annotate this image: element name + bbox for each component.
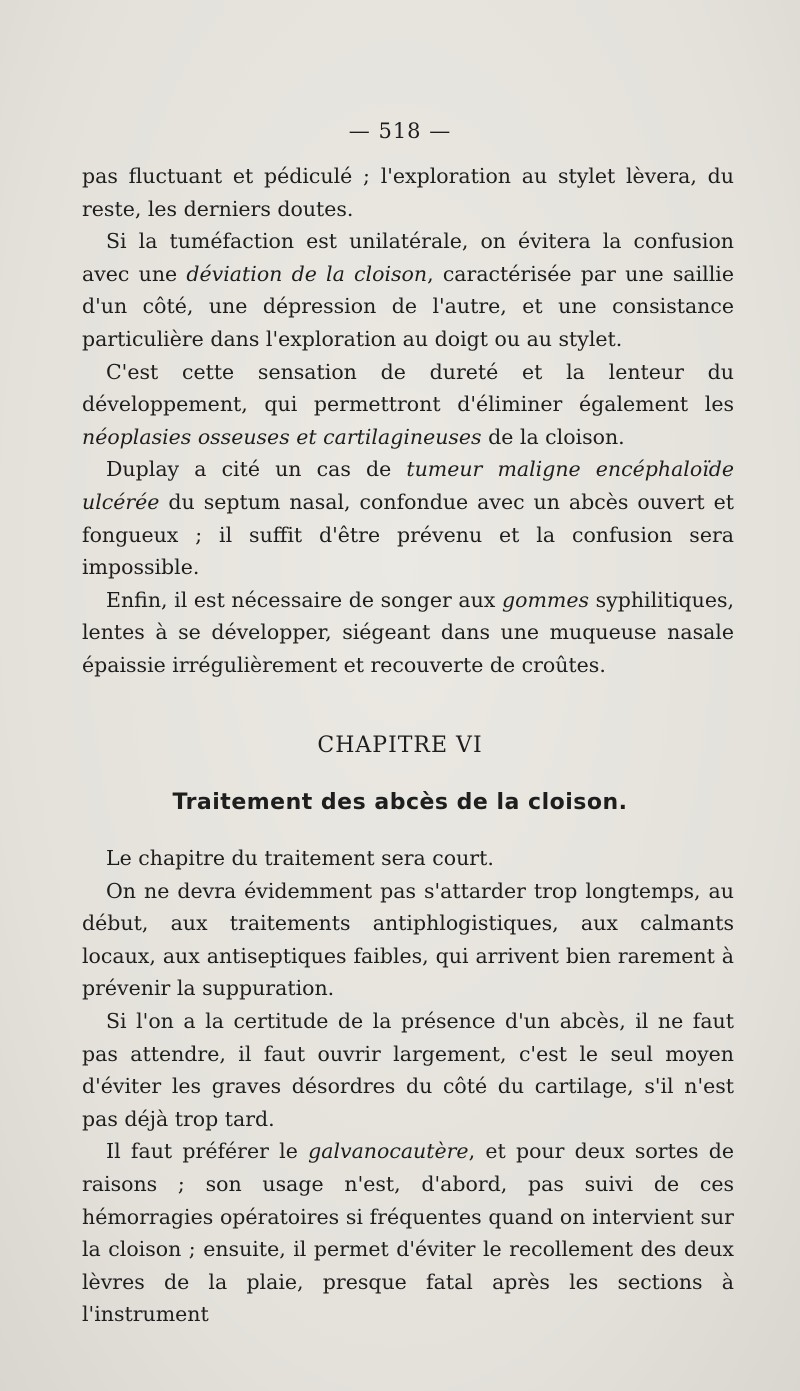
paragraph-text: Il faut préférer le <box>106 1139 309 1164</box>
body-text-block <box>82 842 734 1331</box>
paragraph-text: Enfin, il est nécessaire de songer aux <box>106 587 502 612</box>
paragraph-text: C'est cette sensation de dureté et la lenteur du développement, qui permettront d'éliminer également les <box>82 359 734 417</box>
paragraph <box>82 453 734 583</box>
intro-text-block <box>82 160 734 682</box>
paragraph-text: du septum nasal, confondue avec un abcès ouvert et fongueux ; il suffit d'être prévenu et la confusion sera impossible. <box>82 489 734 580</box>
paragraph: Le chapitre du traitement sera court. <box>106 846 494 870</box>
paragraph <box>82 1135 734 1331</box>
italic-term: déviation de la cloison <box>186 261 428 286</box>
paragraph <box>82 160 734 225</box>
italic-term: néoplasies osseuses et cartilagineuses <box>82 424 482 449</box>
paragraph <box>82 225 734 355</box>
paragraph-text: , et pour deux sortes de raisons ; son usage n'est, d'abord, pas suivi de ces hémorragies opératoires si fréquentes quand on intervient sur la cloison ; ensuite, il permet d'éviter le recollement des deux lèvres de la plaie, presque fatal après les sections à l'instrument <box>82 1139 734 1327</box>
paragraph-text: syphilitiques, lentes à se développer, siégeant dans une muqueuse nasale épaissie irrégulièrement et recouverte de croûtes. <box>82 587 734 677</box>
paragraph-text: pas fluctuant et pédiculé ; l'exploration au stylet lèvera, du reste, les derniers doutes. <box>82 164 734 221</box>
paragraph-text: Si la tuméfaction est unilatérale, on évitera la confusion avec une <box>82 229 734 286</box>
paragraph-text: Duplay a cité un cas de <box>106 457 407 482</box>
section-title: Traitement des abcès de la cloison. <box>172 790 628 815</box>
paragraph: Si l'on a la certitude de la présence d'un abcès, il ne faut pas attendre, il faut ouvrir largement, c'est le seul moyen d'éviter les graves désordres du côté du cartilage, s'il n'est pas déjà trop tard. <box>82 1008 734 1131</box>
page-number: — 518 — <box>348 119 452 143</box>
paragraph <box>82 356 734 454</box>
paragraph <box>82 584 734 682</box>
italic-term: galvanocautère <box>308 1139 469 1164</box>
chapter-heading: CHAPITRE VI <box>317 733 483 758</box>
italic-term: gommes <box>501 587 589 612</box>
paragraph-text: , caractérisée par une saillie d'un côté, une dépression de l'autre, et une consistance particulière dans l'exploration au doigt ou au stylet. <box>82 261 734 351</box>
paragraph-text: de la cloison. <box>481 424 625 449</box>
italic-term: tumeur maligne encéphaloïde ulcérée <box>82 457 735 514</box>
paragraph: On ne devra évidemment pas s'attarder trop longtemps, au début, aux traitements antiphlogistiques, aux calmants locaux, aux antiseptiques faibles, qui arrivent bien rarement à prévenir la suppuration. <box>82 878 734 1001</box>
